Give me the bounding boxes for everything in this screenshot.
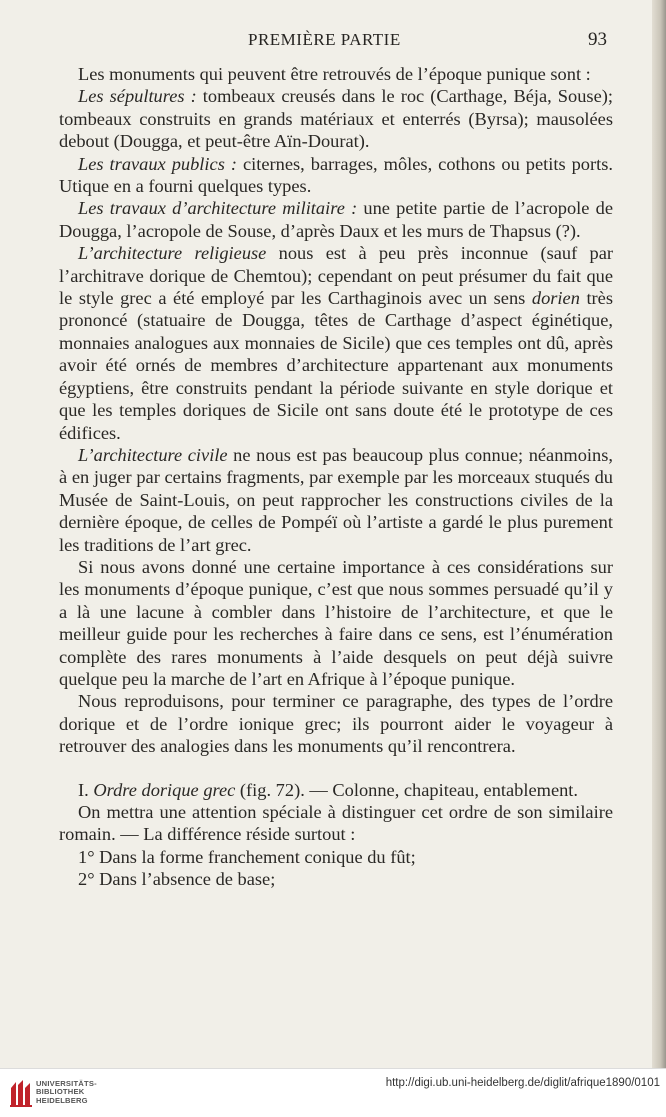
source-url-link[interactable]: http://digi.ub.uni-heidelberg.de/diglit/afrique1890/0101 — [385, 1077, 660, 1089]
list-item: 1° Dans la forme franchement conique du fût; — [78, 846, 416, 867]
italic-label: Les sépultures : — [78, 86, 197, 107]
body-text — [59, 63, 613, 891]
paragraph-architecture-religieuse: L’architecture religieuse nous est à peu près inconnue (sauf par l’architrave dorique de Chemtou); cependant on peut présumer du fait que le style grec a été employé par les Carthaginois avec un sens dorien très prononcé (statuaire de Dougga, têtes de Carthage d’aspect éginétique, monnaies analogues aux monnaies de Sicile) que ces temples ont dû, après avoir été ornés de membres d’architecture appartenant aux monuments égyptiens, être construits pendant la période suivante en style dorique et que les temples doriques de Sicile ont sans doute été le prototype de ces édifices. — [59, 243, 614, 443]
library-name: UNIVERSITÄTS- BIBLIOTHEK HEIDELBERG — [36, 1079, 97, 1105]
paragraph-intro: Les monuments qui peuvent être retrouvés de l’époque punique sont : — [78, 64, 591, 84]
list-item: 2° Dans l’absence de base; — [78, 869, 276, 890]
paragraph-architecture-militaire: Les travaux d’architecture militaire : une petite partie de l’acropole de Dougga, l’acropole de Souse, d’après Daux et les murs de Thapsus (?). — [59, 198, 613, 241]
library-logo-icon — [8, 1078, 34, 1108]
paragraph-architecture-civile: L’architecture civile ne nous est pas beaucoup plus connue; néanmoins, à en juger par certains fragments, par exemple par les morceaux stuqués du Musée de Saint-Louis, on peut rapprocher les constructions civiles de la dernière époque, de celles de Pompéï où l’artiste a gardé le plus purement les traditions de l’art grec. — [59, 444, 613, 555]
italic-label: Ordre dorique grec — [93, 779, 236, 800]
paragraph-considerations: Si nous avons donné une certaine importance à ces considérations sur les monuments d’époque punique, c’est que nous sommes persuadé qu’il y a là une lacune à combler dans l’histoire de l’architecture, et que le meilleur guide pour les recherches à faire dans ce sens, est l’énumération complète des rares monuments à l’aide desquels on peut déjà suivre quelque peu la marche de l’art en Afrique à l’époque punique. — [59, 556, 613, 689]
italic-label: L’architecture civile — [78, 444, 228, 465]
paragraph-reproduisons: Nous reproduisons, pour terminer ce paragraphe, des types de l’ordre dorique et de l’ordre ionique grec; ils pourront aider le voyageur à retrouver des analogies dans les monuments qu’il rencontrera. — [59, 691, 613, 757]
section-heading-ordre-dorique: I. Ordre dorique grec (fig. 72). — Colonne, chapiteau, entablement. — [78, 779, 579, 800]
paragraph-sepultures: Les sépultures : tombeaux creusés dans le roc (Carthage, Béja, Souse); tombeaux construits en grands matériaux et enterrés (Byrsa); mausolées debout (Dougga, et peut-être Aïn-Dourat). — [59, 86, 613, 152]
page-edge-shadow — [652, 0, 666, 1068]
page-number: 93 — [588, 29, 607, 50]
italic-label: Les travaux publics : — [78, 153, 237, 174]
italic-label: Les travaux d’architecture militaire : — [78, 198, 358, 219]
section-gap — [59, 758, 613, 779]
paragraph-distinguer: On mettra une attention spéciale à distinguer cet ordre de son similaire romain. — La différence réside surtout : — [59, 802, 613, 845]
footer-bar — [0, 1068, 666, 1117]
italic-word: dorien — [531, 288, 580, 309]
running-head: PREMIÈRE PARTIE — [248, 30, 401, 49]
footer-divider — [0, 1068, 666, 1069]
italic-label: L’architecture religieuse — [78, 243, 267, 264]
paragraph-travaux-publics: Les travaux publics : citernes, barrages, môles, cothons ou petits ports. Utique en a fourni quelques types. — [59, 153, 613, 197]
